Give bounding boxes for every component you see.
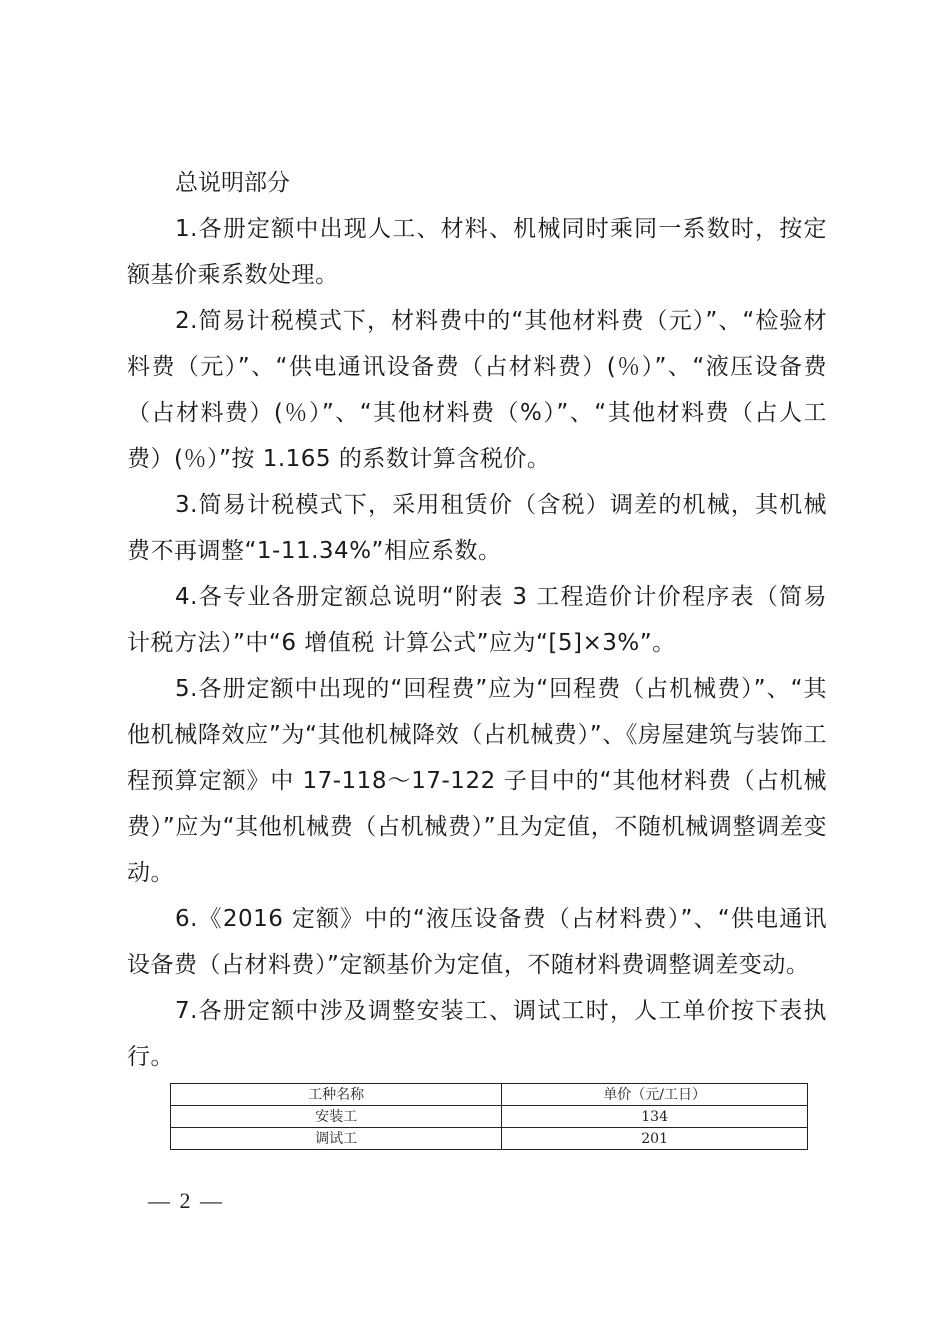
paragraph-1: 1.各册定额中出现人工、材料、机械同时乘同一系数时，按定额基价乘系数处理。: [127, 216, 827, 288]
page-number: — 2 —: [148, 1188, 224, 1213]
table-row: [171, 1106, 808, 1128]
paragraph-5: 5.各册定额中出现的“回程费”应为“回程费（占机械费）”、“其他机械降效应”为“其他机械降效（占机械费）”、《房屋建筑与装饰工程预算定额》中 17-118～17-122 子目中的“其他材料费（占机械费）”应为“其他机械费（占机械费）”且为定值，不随机械调整调差变动。: [127, 676, 827, 886]
paragraph-7: 7.各册定额中涉及调整安装工、调试工时，人工单价按下表执行。: [127, 998, 827, 1070]
cell-trade-name: 调试工: [171, 1128, 502, 1150]
header-unit-price: 单价（元/工日）: [502, 1084, 808, 1106]
paragraph-6: 6.《2016 定额》中的“液压设备费（占材料费）”、“供电通讯设备费（占材料费）”定额基价为定值，不随材料费调整调差变动。: [127, 906, 827, 978]
wage-table-container: [170, 1083, 808, 1150]
paragraph-2: 2.简易计税模式下，材料费中的“其他材料费（元）”、“检验材料费（元）”、“供电通讯设备费（占材料费）(％）”、“液压设备费（占材料费）(％）”、“其他材料费（%）”、“其他材料费（占人工费）(％）”按 1.165 的系数计算含税价。: [127, 308, 827, 472]
table-row: [171, 1128, 808, 1150]
header-trade-name: 工种名称: [171, 1084, 502, 1106]
document-body: [127, 160, 827, 1080]
paragraph-3: 3.简易计税模式下，采用租赁价（含税）调差的机械，其机械费不再调整“1-11.34%”相应系数。: [127, 492, 827, 564]
cell-unit-price: 134: [502, 1106, 808, 1128]
cell-unit-price: 201: [502, 1128, 808, 1150]
section-heading: 总说明部分: [175, 170, 290, 196]
cell-trade-name: 安装工: [171, 1106, 502, 1128]
table-header-row: [171, 1084, 808, 1106]
paragraph-4: 4.各专业各册定额总说明“附表 3 工程造价计价程序表（简易计税方法）”中“6 增值税 计算公式”应为“[5]×3%”。: [127, 584, 827, 656]
wage-table: [170, 1083, 808, 1150]
